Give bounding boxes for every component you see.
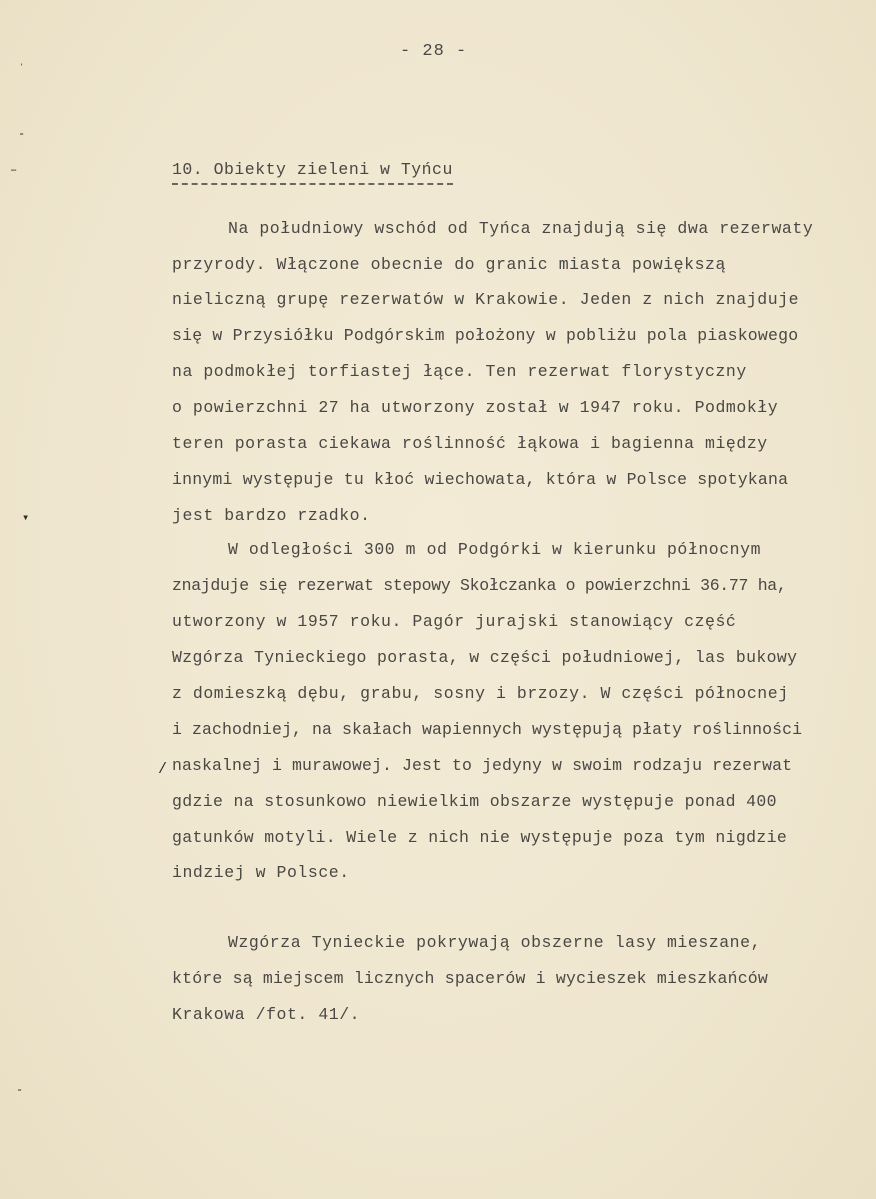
text-line: indziej w Polsce. <box>172 863 350 882</box>
text-line: na podmokłej torfiastej łące. Ten rezerwat florystyczny <box>172 362 747 381</box>
text-line: nieliczną grupę rezerwatów w Krakowie. Jeden z nich znajduje <box>172 290 800 309</box>
margin-tick-mark: ‐ <box>16 1083 24 1097</box>
text-line: Na południowy wschód od Tyńca znajdują się dwa rezerwaty <box>228 219 814 238</box>
text-line: się w Przysiółku Podgórskim położony w pobliżu pola piaskowego <box>172 326 799 345</box>
text-line: o powierzchni 27 ha utworzony został w 1947 roku. Podmokły <box>172 398 779 417</box>
text-line: z domieszką dębu, grabu, sosny i brzozy. W części północnej <box>172 684 789 703</box>
text-line: innymi występuje tu kłoć wiechowata, która w Polsce spotykana <box>172 470 789 489</box>
text-line: znajduje się rezerwat stepowy Skołczanka o powierzchni 36.77 ha, <box>172 576 787 595</box>
margin-tick-mark: – <box>10 163 18 177</box>
text-line: Wzgórza Tynieckiego porasta, w części południowej, las bukowy <box>172 648 798 667</box>
text-line: i zachodniej, na skałach wapiennych występują płaty roślinności <box>172 720 803 739</box>
text-line: gatunków motyli. Wiele z nich nie występuje poza tym nigdzie <box>172 828 788 847</box>
margin-tick-mark: ˌ <box>18 53 26 67</box>
text-line: utworzony w 1957 roku. Pagór jurajski stanowiący część <box>172 612 737 631</box>
text-line: które są miejscem licznych spacerów i wycieszek mieszkańców <box>172 969 768 988</box>
text-line: W odległości 300 m od Podgórki w kierunku północnym <box>228 540 762 559</box>
text-line: naskalnej i murawowej. Jest to jedyny w swoim rodzaju rezerwat <box>172 756 793 775</box>
text-line: Krakowa /fot. 41/. <box>172 1005 361 1024</box>
text-line: Wzgórza Tynieckie pokrywają obszerne lasy mieszane, <box>228 933 762 952</box>
text-line: gdzie na stosunkowo niewielkim obszarze występuje ponad 400 <box>172 792 777 811</box>
text-line: teren porasta ciekawa roślinność łąkowa i bagienna między <box>172 434 768 453</box>
page-number: - 28 - <box>400 42 468 61</box>
text-line: przyrody. Włączone obecnie do granic miasta powiększą <box>172 255 726 274</box>
margin-tick-mark: ▾ <box>22 511 30 525</box>
margin-tick-mark: - <box>18 127 26 141</box>
margin-tick-mark: / <box>158 761 168 778</box>
section-heading: 10. Obiekty zieleni w Tyńcu <box>172 160 453 185</box>
text-line: jest bardzo rzadko. <box>172 506 371 525</box>
